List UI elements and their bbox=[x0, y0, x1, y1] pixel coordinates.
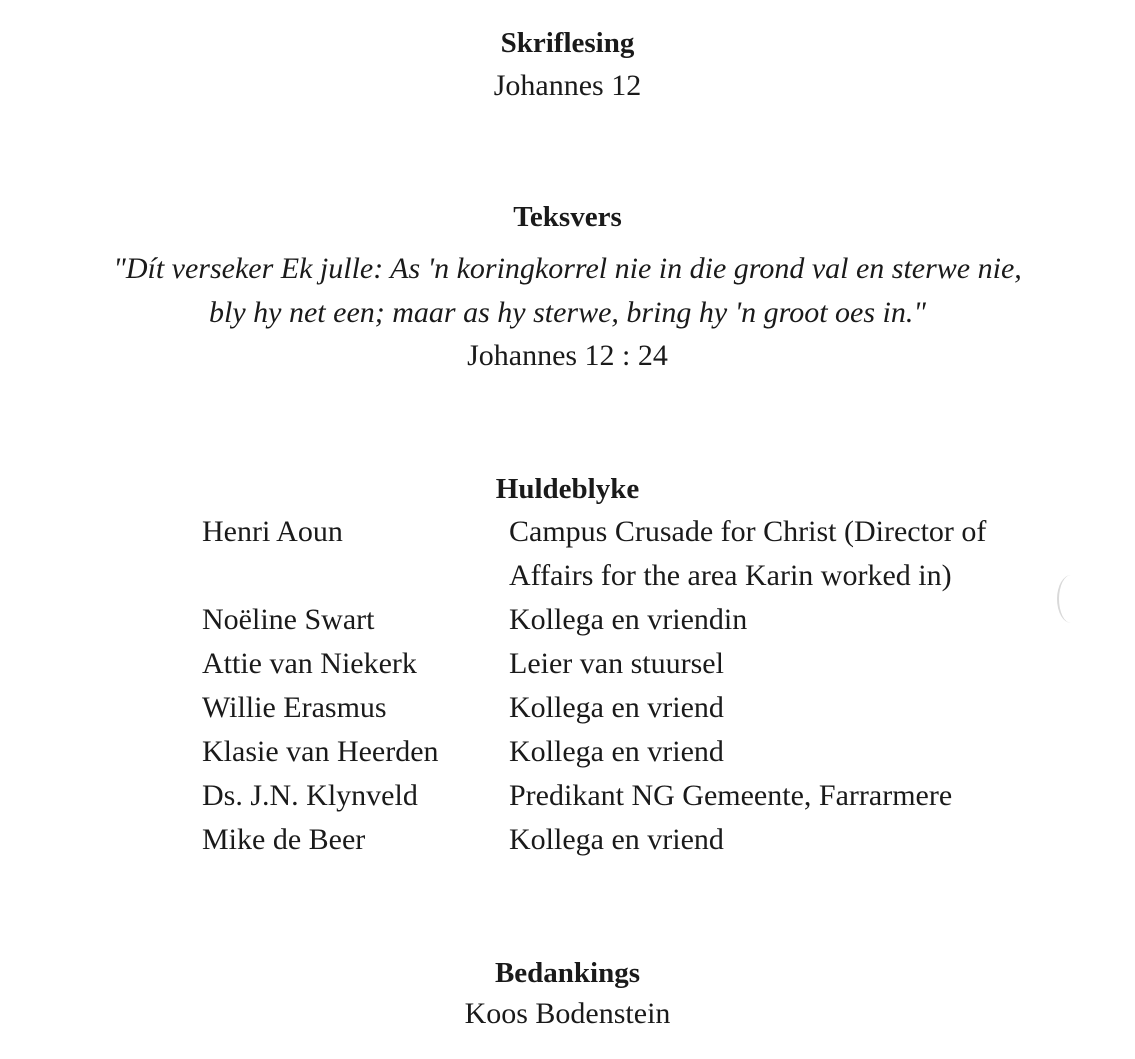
scripture-heading: Skriflesing bbox=[500, 27, 635, 59]
tribute-name: Attie van Niekerk bbox=[202, 647, 417, 680]
thanks-heading: Bedankings bbox=[494, 957, 641, 989]
tribute-name: Ds. J.N. Klynveld bbox=[202, 779, 418, 812]
tribute-role-continuation: Affairs for the area Karin worked in) bbox=[509, 559, 952, 592]
tribute-role: Campus Crusade for Christ (Director of bbox=[509, 515, 987, 548]
tribute-name: Klasie van Heerden bbox=[202, 735, 439, 768]
tribute-role: Predikant NG Gemeente, Farrarmere bbox=[509, 779, 953, 812]
tributes-heading: Huldeblyke bbox=[495, 473, 640, 505]
text-verse-quote-line-2: bly hy net een; maar as hy sterwe, bring hy 'n groot oes in." bbox=[209, 296, 926, 329]
thanks-name: Koos Bodenstein bbox=[464, 997, 671, 1030]
scripture-reference: Johannes 12 bbox=[493, 69, 642, 102]
scan-artifact bbox=[1057, 575, 1085, 623]
tribute-name: Mike de Beer bbox=[202, 823, 366, 856]
tribute-name: Henri Aoun bbox=[202, 515, 343, 548]
text-verse-heading: Teksvers bbox=[513, 201, 622, 233]
tribute-name: Noëline Swart bbox=[202, 603, 375, 636]
text-verse-quote-line-1: "Dít verseker Ek julle: As 'n koringkorrel nie in die grond val en sterwe nie, bbox=[113, 252, 1022, 285]
tribute-role: Leier van stuursel bbox=[509, 647, 724, 680]
tribute-name: Willie Erasmus bbox=[202, 691, 387, 724]
text-verse-reference: Johannes 12 : 24 bbox=[467, 339, 668, 372]
tribute-role: Kollega en vriend bbox=[509, 735, 724, 768]
tribute-role: Kollega en vriend bbox=[509, 823, 724, 856]
tribute-role: Kollega en vriend bbox=[509, 691, 724, 724]
tribute-role: Kollega en vriendin bbox=[509, 603, 748, 636]
